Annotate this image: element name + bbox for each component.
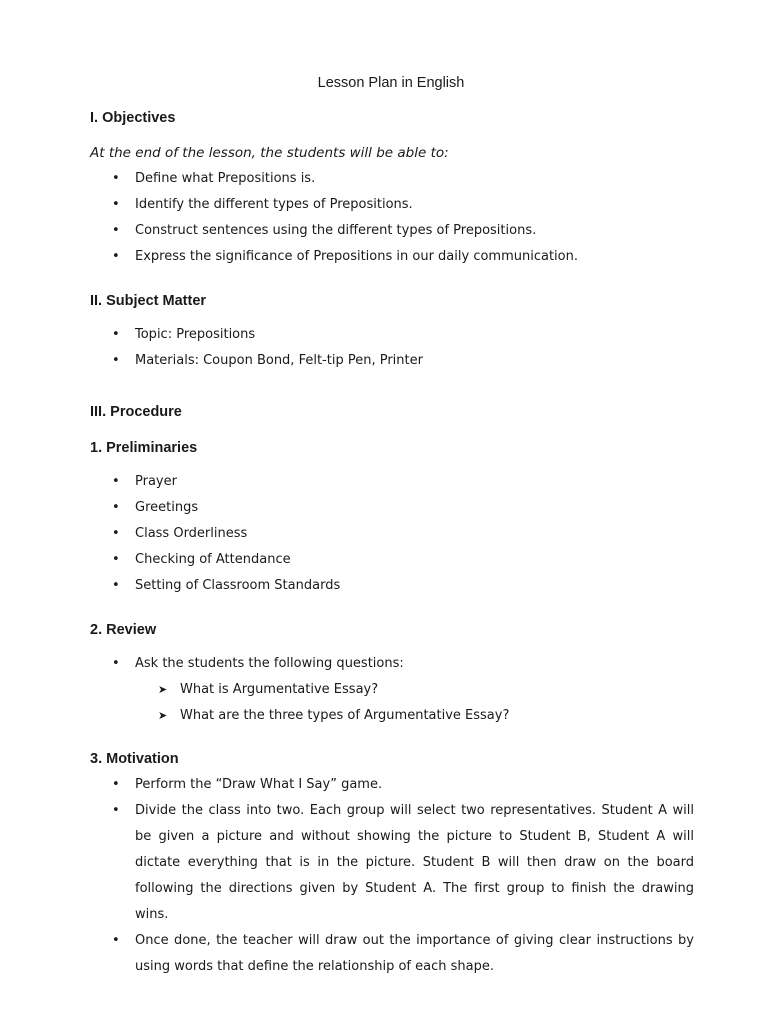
list-item: • Topic: Prepositions	[0, 322, 694, 348]
list-item: ➤ What are the three types of Argumentative Essay?	[0, 703, 509, 729]
list-item: • Class Orderliness	[0, 521, 694, 547]
review-heading: 2. Review	[90, 622, 157, 638]
list-item: • Checking of Attendance	[0, 547, 694, 573]
list-item: • Prayer	[0, 469, 694, 495]
bullet-icon: •	[112, 933, 120, 948]
subject-matter-heading: II. Subject Matter	[90, 293, 207, 309]
motivation-list	[0, 772, 694, 980]
list-item: • Express the significance of Prepositions in our daily communication.	[0, 244, 694, 270]
review-list	[0, 651, 694, 677]
objectives-heading: I. Objectives	[90, 110, 176, 126]
list-item: • Identify the different types of Prepositions.	[0, 192, 694, 218]
list-item: • Divide the class into two. Each group will select two representatives. Student A will be given a picture and without showing the picture to Student B, Student A will dictate everything that is in the picture. Student B will then draw on the board following the directions given by Student A. The first group to finish the drawing wins.	[0, 798, 694, 928]
preliminaries-heading: 1. Preliminaries	[90, 440, 198, 456]
bullet-icon: •	[112, 552, 120, 567]
list-item: ➤ What is Argumentative Essay?	[0, 677, 509, 703]
list-item: • Perform the “Draw What I Say” game.	[0, 772, 694, 798]
bullet-icon: •	[112, 500, 120, 515]
list-item: • Once done, the teacher will draw out the importance of giving clear instructions by using words that define the relationship of each shape.	[0, 928, 694, 980]
bullet-icon: •	[112, 803, 120, 818]
procedure-heading: III. Procedure	[90, 404, 182, 420]
bullet-icon: •	[112, 197, 120, 212]
objectives-list	[0, 166, 694, 270]
page-title: Lesson Plan in English	[317, 75, 465, 91]
bullet-icon: •	[112, 353, 120, 368]
bullet-icon: •	[112, 249, 120, 264]
review-questions-list	[0, 677, 509, 729]
list-item: • Ask the students the following questions:	[0, 651, 694, 677]
objectives-intro: At the end of the lesson, the students will be able to:	[90, 145, 449, 161]
bullet-icon: •	[112, 656, 120, 671]
bullet-icon: •	[112, 578, 120, 593]
list-item: • Greetings	[0, 495, 694, 521]
list-item: • Materials: Coupon Bond, Felt-tip Pen, Printer	[0, 348, 694, 374]
bullet-icon: •	[112, 223, 120, 238]
list-item: • Construct sentences using the different types of Prepositions.	[0, 218, 694, 244]
list-item: • Define what Prepositions is.	[0, 166, 694, 192]
bullet-icon: •	[112, 526, 120, 541]
arrow-bullet-icon: ➤	[158, 683, 168, 696]
subject-matter-list	[0, 322, 694, 374]
bullet-icon: •	[112, 777, 120, 792]
bullet-icon: •	[112, 171, 120, 186]
preliminaries-list	[0, 469, 694, 599]
bullet-icon: •	[112, 474, 120, 489]
list-item: • Setting of Classroom Standards	[0, 573, 694, 599]
bullet-icon: •	[112, 327, 120, 342]
arrow-bullet-icon: ➤	[158, 709, 168, 722]
motivation-heading: 3. Motivation	[90, 751, 179, 767]
